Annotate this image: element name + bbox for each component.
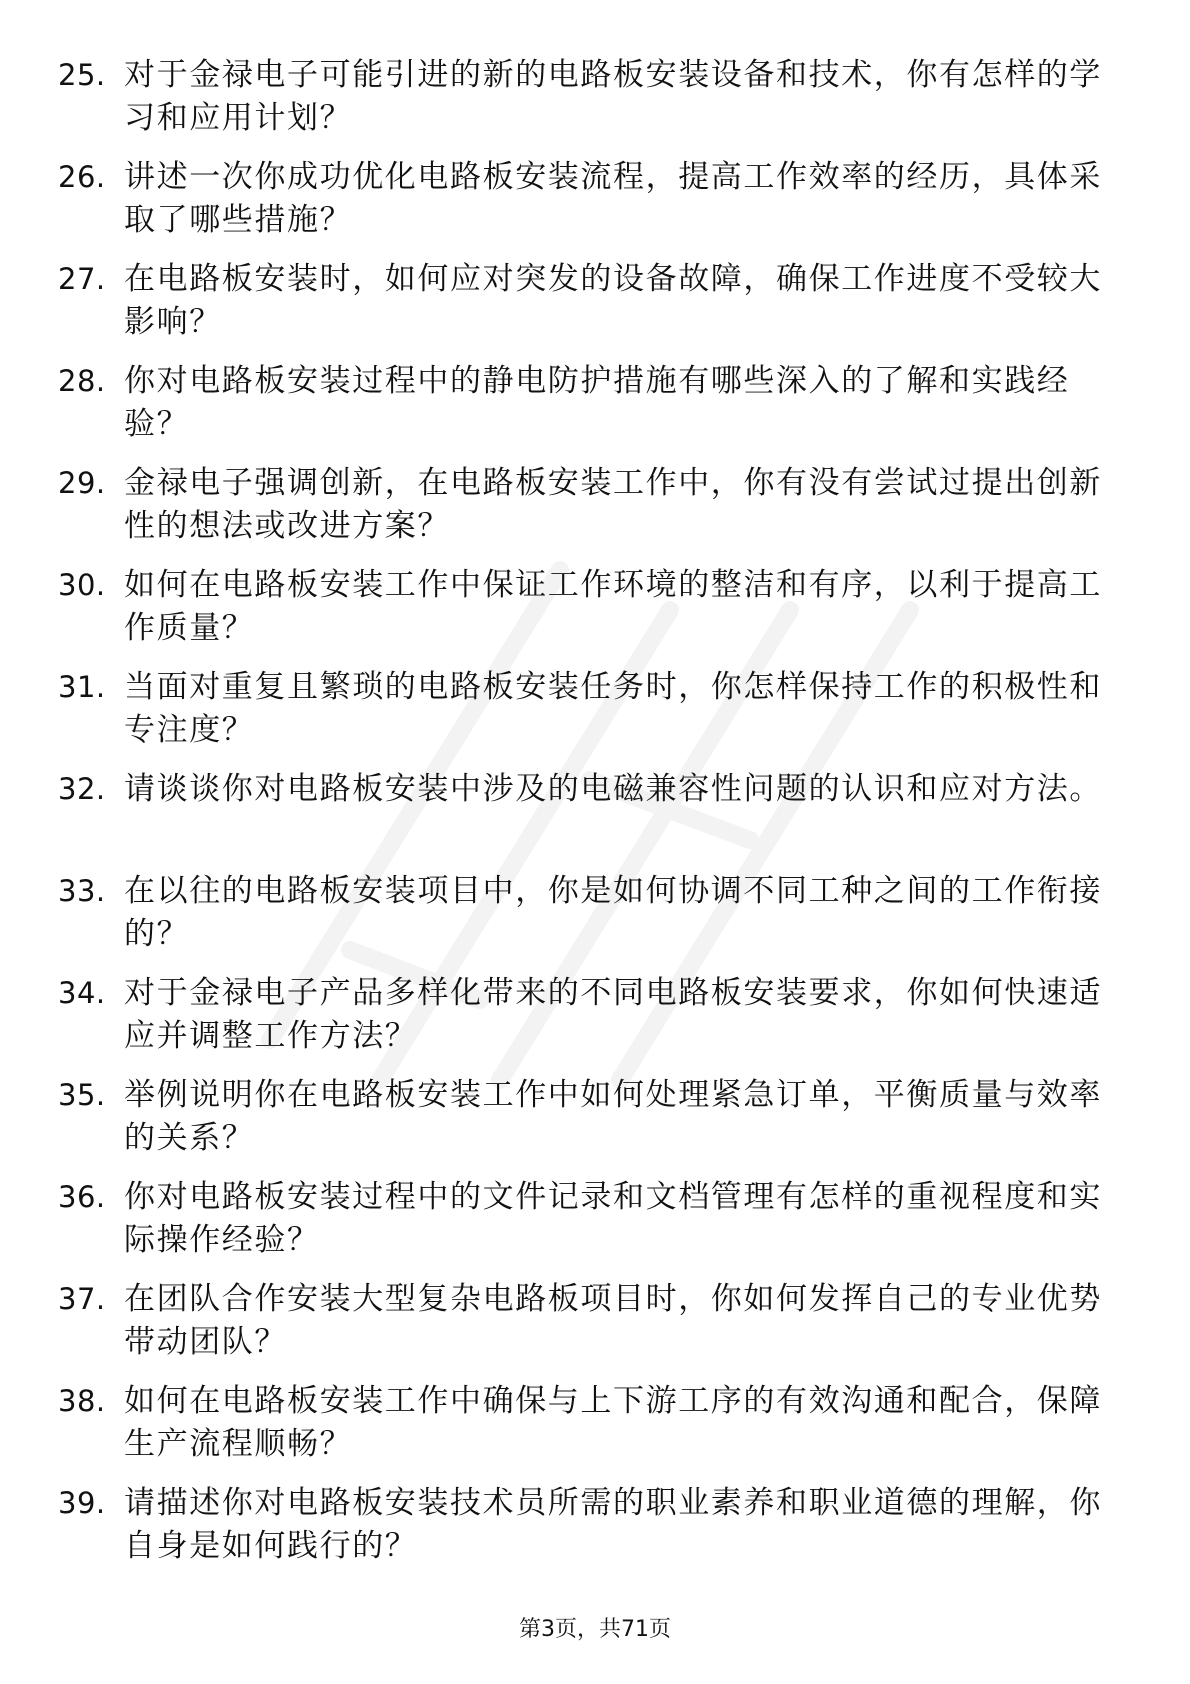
question-number: 39. (58, 1486, 106, 1520)
question-text: 你对电路板安装过程中的文件记录和文档管理有怎样的重视程度和实际操作经验？ (124, 1179, 1102, 1258)
question-text: 如何在电路板安装工作中保证工作环境的整洁和有序，以利于提高工作质量？ (124, 567, 1102, 646)
question-number: 33. (58, 874, 106, 908)
question-number: 30. (58, 568, 106, 602)
question-text: 在电路板安装时，如何应对突发的设备故障，确保工作进度不受较大影响？ (124, 261, 1102, 340)
question-number: 34. (58, 976, 106, 1010)
question-item-25 (58, 54, 1118, 156)
question-text: 你对电路板安装过程中的静电防护措施有哪些深入的了解和实践经验？ (124, 363, 1070, 442)
question-number: 26. (58, 160, 106, 194)
question-number: 29. (58, 466, 106, 500)
question-text: 对于金禄电子产品多样化带来的不同电路板安装要求，你如何快速适应并调整工作方法？ (124, 975, 1102, 1054)
question-number: 38. (58, 1384, 106, 1418)
question-text: 请描述你对电路板安装技术员所需的职业素养和职业道德的理解，你自身是如何践行的？ (124, 1485, 1102, 1564)
question-text: 举例说明你在电路板安装工作中如何处理紧急订单，平衡质量与效率的关系？ (124, 1077, 1102, 1156)
question-text: 请谈谈你对电路板安装中涉及的电磁兼容性问题的认识和应对方法。 (124, 771, 1102, 807)
question-item-30 (58, 564, 1118, 666)
question-item-31 (58, 666, 1118, 768)
question-text: 在团队合作安装大型复杂电路板项目时，你如何发挥自己的专业优势带动团队？ (124, 1281, 1102, 1360)
question-item-37 (58, 1278, 1118, 1380)
question-item-35 (58, 1074, 1118, 1176)
question-item-34 (58, 972, 1118, 1074)
question-item-28 (58, 360, 1118, 462)
question-item-27 (58, 258, 1118, 360)
question-item-39 (58, 1482, 1118, 1584)
question-number: 36. (58, 1180, 106, 1214)
question-number: 27. (58, 262, 106, 296)
question-text: 对于金禄电子可能引进的新的电路板安装设备和技术，你有怎样的学习和应用计划？ (124, 57, 1102, 136)
question-item-32 (58, 768, 1118, 870)
question-item-26 (58, 156, 1118, 258)
question-number: 25. (58, 58, 106, 92)
question-text: 在以往的电路板安装项目中，你是如何协调不同工种之间的工作衔接的？ (124, 873, 1102, 952)
question-list (58, 54, 1118, 1584)
question-number: 31. (58, 670, 106, 704)
question-text: 金禄电子强调创新，在电路板安装工作中，你有没有尝试过提出创新性的想法或改进方案？ (124, 465, 1102, 544)
question-number: 32. (58, 772, 106, 806)
question-item-36 (58, 1176, 1118, 1278)
question-text: 讲述一次你成功优化电路板安装流程，提高工作效率的经历，具体采取了哪些措施？ (124, 159, 1102, 238)
question-number: 28. (58, 364, 106, 398)
question-item-38 (58, 1380, 1118, 1482)
page-number-footer: 第3页，共71页 (519, 1617, 671, 1642)
question-text: 如何在电路板安装工作中确保与上下游工序的有效沟通和配合，保障生产流程顺畅？ (124, 1383, 1102, 1462)
question-item-29 (58, 462, 1118, 564)
question-number: 35. (58, 1078, 106, 1112)
question-number: 37. (58, 1282, 106, 1316)
question-text: 当面对重复且繁琐的电路板安装任务时，你怎样保持工作的积极性和专注度？ (124, 669, 1102, 748)
question-item-33 (58, 870, 1118, 972)
